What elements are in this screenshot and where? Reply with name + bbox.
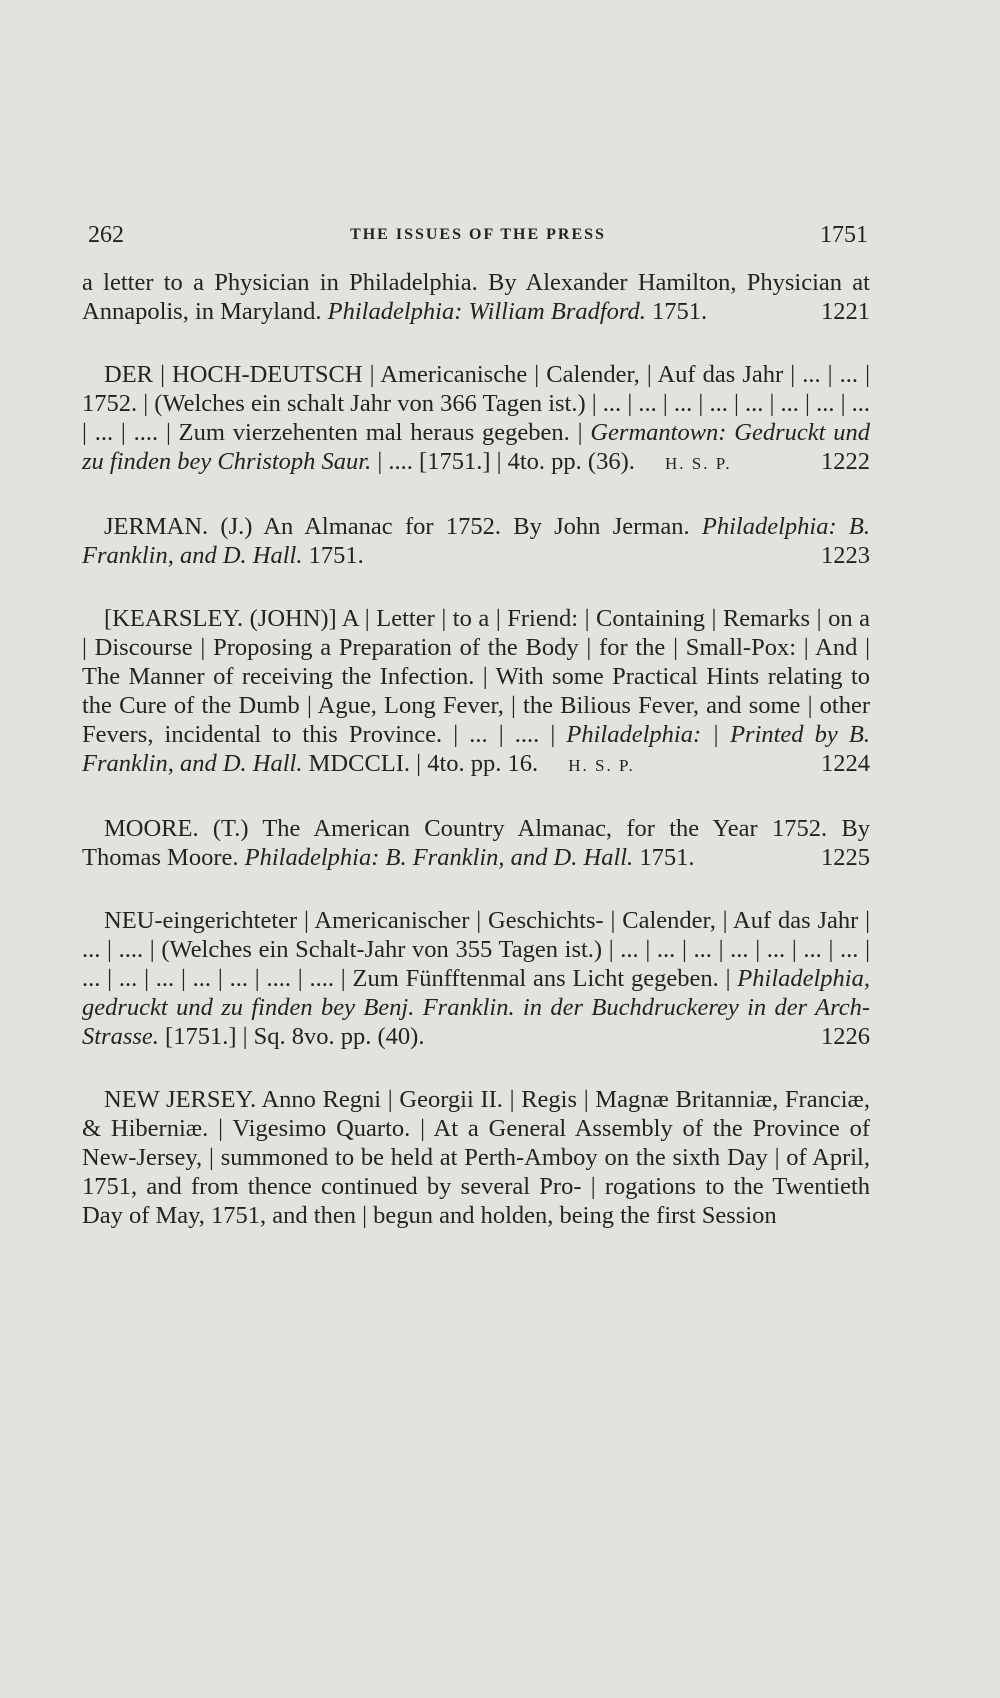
entry-text: a letter to a Physician in Philadelphia. By Alexander Hamilton, Physician at Annapolis, in Maryland.	[82, 269, 870, 325]
header-year: 1751	[820, 222, 868, 248]
entry-1224	[82, 604, 870, 780]
entry-date: [1751.] | Sq. 8vo. pp. (40).	[165, 1023, 425, 1050]
page-header	[88, 222, 868, 256]
page-number: 262	[88, 222, 124, 248]
bibliography-list	[82, 268, 870, 1230]
running-title: THE ISSUES OF THE PRESS	[350, 226, 606, 243]
entry-text: [KEARSLEY. (JOHN)] A | Letter | to a | Friend: | Containing | Remarks | on a | Discourse | Proposing a Preparation of the Body | for the | Small-Pox: | And | The Manner of receiving the Infection. | With some Practical Hints relating to the Cure of the Dumb | Ague, Long Fever, | the Bilious Fever, and some | other Fevers, incidental to this Province. | ... | .... |	[82, 605, 870, 748]
entry-imprint: Philadelphia, gedruckt und zu finden bey Benj. Franklin. in der Buchdruckerey in der Arch-Strasse.	[82, 965, 870, 1050]
entry-imprint: Philadelphia: B. Franklin, and D. Hall.	[244, 844, 634, 871]
entry-1222	[82, 360, 870, 478]
entry-text: NEU-eingerichteter | Americanischer | Geschichts- | Calender, | Auf das Jahr | ... | .... | (Welches ein Schalt-Jahr von 355 Tagen ist.) | ... | ... | ... | ... | ... | ... | ... | ... | ... | ... | ... | ... | .... | .... | Zum Fünfftenmal ans Licht gegeben. |	[82, 907, 870, 992]
entry-1223	[82, 512, 870, 570]
entry-imprint: Philadelphia: William Bradford.	[327, 298, 646, 325]
entry-imprint: Philadelphia: | Printed by B. Franklin, and D. Hall.	[82, 721, 870, 777]
entry-1221	[82, 268, 870, 326]
entry-text: NEW JERSEY. Anno Regni | Georgii II. | Regis | Magnæ Britanniæ, Franciæ, & Hiberniæ. | Vigesimo Quarto. | At a General Assembly of the Province of New-Jersey, | summoned to be held at Perth-Amboy on the sixth Day | of April, 1751, and from thence continued by several Pro- | rogations to the Twentieth Day of May, 1751, and then | begun and holden, being the first Session	[82, 1086, 870, 1229]
entry-number: 1221	[821, 298, 870, 325]
entry-number: 1222	[821, 448, 870, 475]
entry-date: 1751.	[652, 298, 708, 325]
entry-date: 1751.	[308, 542, 364, 569]
entry-text: DER | HOCH-DEUTSCH | Americanische | Calender, | Auf das Jahr | ... | ... | 1752. | (Welches ein schalt Jahr von 366 Tagen ist.) | ... | ... | ... | ... | ... | ... | ... | ... | ... | .... | Zum vierzehenten mal heraus gegeben. |	[82, 361, 870, 446]
entry-number: 1225	[821, 844, 870, 871]
entry-date: 1751.	[639, 844, 695, 871]
entry-imprint: Germantown: Gedruckt und zu finden bey Christoph Saur.	[82, 419, 871, 475]
entry-text: JERMAN. (J.) An Almanac for 1752. By John Jerman.	[104, 513, 690, 540]
entry-number: 1226	[821, 1023, 870, 1050]
entry-location: H. S. P.	[665, 454, 732, 473]
entry-1225	[82, 814, 870, 872]
entry-1226	[82, 906, 870, 1051]
entry-date: MDCCLI. | 4to. pp. 16.	[308, 750, 539, 777]
entry-new-jersey	[82, 1085, 870, 1230]
entry-number: 1224	[821, 750, 870, 777]
entry-number: 1223	[821, 542, 870, 569]
entry-imprint: Philadelphia: B. Franklin, and D. Hall.	[82, 513, 870, 569]
entry-date: | .... [1751.] | 4to. pp. (36).	[377, 448, 635, 475]
entry-text: MOORE. (T.) The American Country Almanac, for the Year 1752. By Thomas Moore.	[82, 815, 870, 871]
entry-location: H. S. P.	[568, 756, 635, 775]
